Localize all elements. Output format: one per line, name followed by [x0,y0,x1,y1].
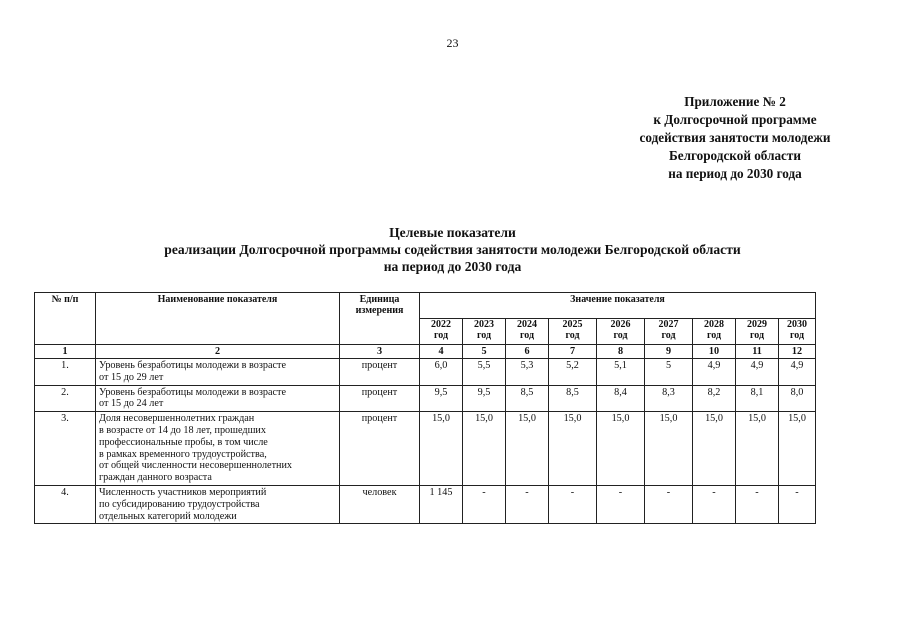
column-number: 8 [597,345,645,359]
row-number: 3. [35,412,96,486]
column-numbers-row [35,345,816,359]
value-cell: 6,0 [420,359,463,386]
column-number: 11 [736,345,779,359]
value-cell: 15,0 [597,412,645,486]
value-cell: 9,5 [420,385,463,412]
year-header: 2025 год [549,319,597,345]
table-row [35,385,816,412]
value-cell: 15,0 [420,412,463,486]
value-cell: - [693,485,736,523]
indicator-name-line: в рамках временного трудоустройства, [99,448,267,460]
value-cell: 8,4 [597,385,645,412]
column-number: 5 [463,345,506,359]
column-number: 9 [645,345,693,359]
value-cell: 8,5 [549,385,597,412]
column-number: 2 [96,345,340,359]
indicator-name-line: от 15 до 24 лет [99,398,164,410]
unit-cell: процент [340,385,420,412]
title-line: реализации Долгосрочной программы содействия занятости молодежи Белгородской области [164,242,741,257]
unit-cell: человек [340,485,420,523]
indicator-name-line: Доля несовершеннолетних граждан [99,413,255,425]
table-row [35,485,816,523]
value-cell: 4,9 [736,359,779,386]
column-number: 6 [506,345,549,359]
header-num: № п/п [35,293,96,345]
indicator-name [96,412,340,486]
value-cell: 8,5 [506,385,549,412]
indicator-name-line: от общей численности несовершеннолетних [99,460,293,472]
year-header: 2029 год [736,319,779,345]
value-cell: 5,5 [463,359,506,386]
header-value: Значение показателя [420,293,816,319]
value-cell: - [779,485,816,523]
value-cell: 15,0 [779,412,816,486]
indicator-name-line: Уровень безработицы молодежи в возрасте [99,360,287,371]
value-cell: 5 [645,359,693,386]
indicator-name [96,485,340,523]
value-cell: 5,2 [549,359,597,386]
indicator-name-line: отдельных категорий молодежи [99,510,237,522]
title-line: Целевые показатели [389,225,516,240]
value-cell: 5,3 [506,359,549,386]
indicator-name-line: профессиональные пробы, в том числе [99,436,268,448]
header-unit: Единица измерения [340,293,420,345]
row-number: 4. [35,485,96,523]
year-header: 2027 год [645,319,693,345]
row-number: 2. [35,385,96,412]
value-cell: 15,0 [645,412,693,486]
document-title [0,224,905,275]
year-header: 2030 год [779,319,816,345]
appendix-line: к Долгосрочной программе [653,112,817,127]
value-cell: - [506,485,549,523]
year-header: 2024 год [506,319,549,345]
year-header: 2023 год [463,319,506,345]
value-cell: 15,0 [736,412,779,486]
value-cell: 8,1 [736,385,779,412]
table-row [35,359,816,386]
unit-cell: процент [340,412,420,486]
column-number: 7 [549,345,597,359]
value-cell: - [736,485,779,523]
value-cell: 8,0 [779,385,816,412]
value-cell: 8,2 [693,385,736,412]
year-header: 2022 год [420,319,463,345]
value-cell: - [645,485,693,523]
value-cell: 4,9 [693,359,736,386]
value-cell: 15,0 [506,412,549,486]
column-number: 1 [35,345,96,359]
header-name: Наименование показателя [96,293,340,345]
value-cell: - [463,485,506,523]
value-cell: 8,3 [645,385,693,412]
value-cell: 4,9 [779,359,816,386]
column-number: 10 [693,345,736,359]
appendix-line: на период до 2030 года [668,166,802,181]
value-cell: 15,0 [463,412,506,486]
value-cell: - [549,485,597,523]
appendix-header [600,93,870,183]
indicator-name-line: граждан данного возраста [99,472,212,484]
indicator-name-line: от 15 до 29 лет [99,371,164,383]
page-number: 23 [446,36,459,50]
indicator-name-line: Уровень безработицы молодежи в возрасте [99,386,287,398]
value-cell: 1 145 [420,485,463,523]
value-cell: 15,0 [693,412,736,486]
column-number: 3 [340,345,420,359]
table-row [35,412,816,486]
column-number: 4 [420,345,463,359]
value-cell: - [597,485,645,523]
unit-cell: процент [340,359,420,386]
header-row [35,293,816,319]
column-number: 12 [779,345,816,359]
year-header: 2028 год [693,319,736,345]
appendix-line: содействия занятости молодежи [639,130,831,145]
indicator-name-line: Численность участников мероприятий [99,486,267,498]
year-header: 2026 год [597,319,645,345]
value-cell: 15,0 [549,412,597,486]
indicators-table [34,292,816,524]
indicator-name-line: по субсидированию трудоустройства [99,498,260,510]
row-number: 1. [35,359,96,386]
indicator-name [96,385,340,412]
value-cell: 9,5 [463,385,506,412]
title-line: на период до 2030 года [383,259,522,274]
indicator-name [96,359,340,386]
value-cell: 5,1 [597,359,645,386]
indicator-name-line: в возрасте от 14 до 18 лет, прошедших [99,424,266,436]
appendix-line: Белгородской области [669,148,801,163]
appendix-line: Приложение № 2 [684,94,786,109]
